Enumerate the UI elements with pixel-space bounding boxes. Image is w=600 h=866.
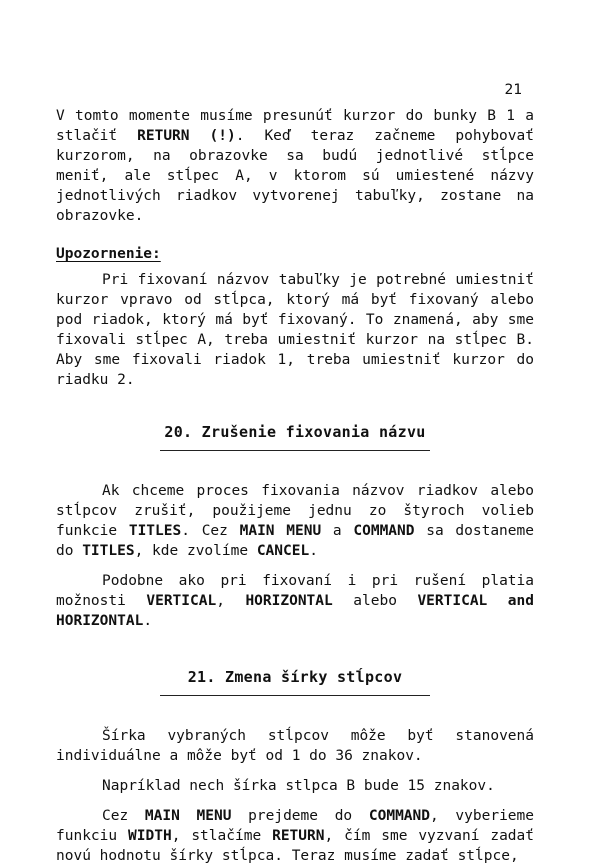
keyword-main-menu: MAIN MENU	[239, 523, 322, 539]
section-20-paragraph-2: Podobne ako pri fixovaní i pri rušení platia možnosti VERTICAL, HORIZONTAL alebo VERTICAL and HORIZONTAL.	[56, 573, 534, 629]
page-body	[56, 78, 534, 866]
keyword-main-menu: MAIN MENU	[144, 808, 232, 824]
keyword-command: COMMAND	[353, 523, 415, 539]
keyword-vertical: VERTICAL	[146, 593, 217, 609]
keyword-return: RETURN	[272, 828, 325, 844]
page-number: 21	[504, 82, 522, 98]
keyword-titles: TITLES	[82, 543, 135, 559]
section-21-title: 21. Zmena šírky stĺpcov	[187, 668, 403, 686]
note-paragraph: Pri fixovaní názvov tabuľky je potrebné umiestniť kurzor vpravo od stĺpca, ktorý má byť fixovaný alebo pod riadok, ktorý má byť fixovaný. To znamená, aby sme fixovali stĺpec A, treba umiestniť kurzor na stĺpec B. Aby sme fixovali riadok 1, treba umiestniť kurzor do riadku 2.	[56, 272, 534, 388]
section-20-rule	[160, 450, 430, 451]
keyword-titles: TITLES	[128, 523, 182, 539]
section-21-paragraph-1: Šírka vybraných stĺpcov môže byť stanovená individuálne a môže byť od 1 do 36 znakov.	[56, 728, 534, 764]
section-21-rule	[160, 695, 430, 696]
note-heading: Upozornenie:	[56, 246, 161, 262]
keyword-command: COMMAND	[368, 808, 430, 824]
keyword-width: WIDTH	[128, 828, 172, 844]
section-20-paragraph-1: Ak chceme proces fixovania názvov riadkov alebo stĺpcov zrušiť, použijeme jednu zo štyroch volieb funkcie TITLES. Cez MAIN MENU a COMMAND sa dostaneme do TITLES, kde zvolíme CANCEL.	[56, 483, 534, 559]
section-21-paragraph-2: Napríklad nech šírka stlpca B bude 15 znakov.	[102, 778, 495, 794]
keyword-horizontal: HORIZONTAL	[245, 593, 333, 609]
keyword-vertical-and-horizontal: VERTICAL and HORIZONTAL	[56, 593, 534, 629]
keyword-cancel: CANCEL	[256, 543, 310, 559]
keyword-return: RETURN (!)	[137, 128, 236, 144]
section-21-paragraph-3: Cez MAIN MENU prejdeme do COMMAND, vyberieme funkciu WIDTH, stlačíme RETURN, čím sme vyzvaní zadať novú hodnotu šírky stĺpca. Teraz musíme zadať stĺpce,	[56, 808, 535, 864]
section-20-title: 20. Zrušenie fixovania názvu	[164, 423, 426, 441]
intro-paragraph: V tomto momente musíme presunúť kurzor do bunky B 1 a stlačiť RETURN (!). Keď teraz začneme pohybovať kurzorom, na obrazovke sa budú jednotlivé stĺpce meniť, ale stĺpec A, v ktorom sú umiestené názvy jednotlivých riadkov vytvorenej tabuľky, zostane na obrazovke.	[56, 108, 534, 224]
